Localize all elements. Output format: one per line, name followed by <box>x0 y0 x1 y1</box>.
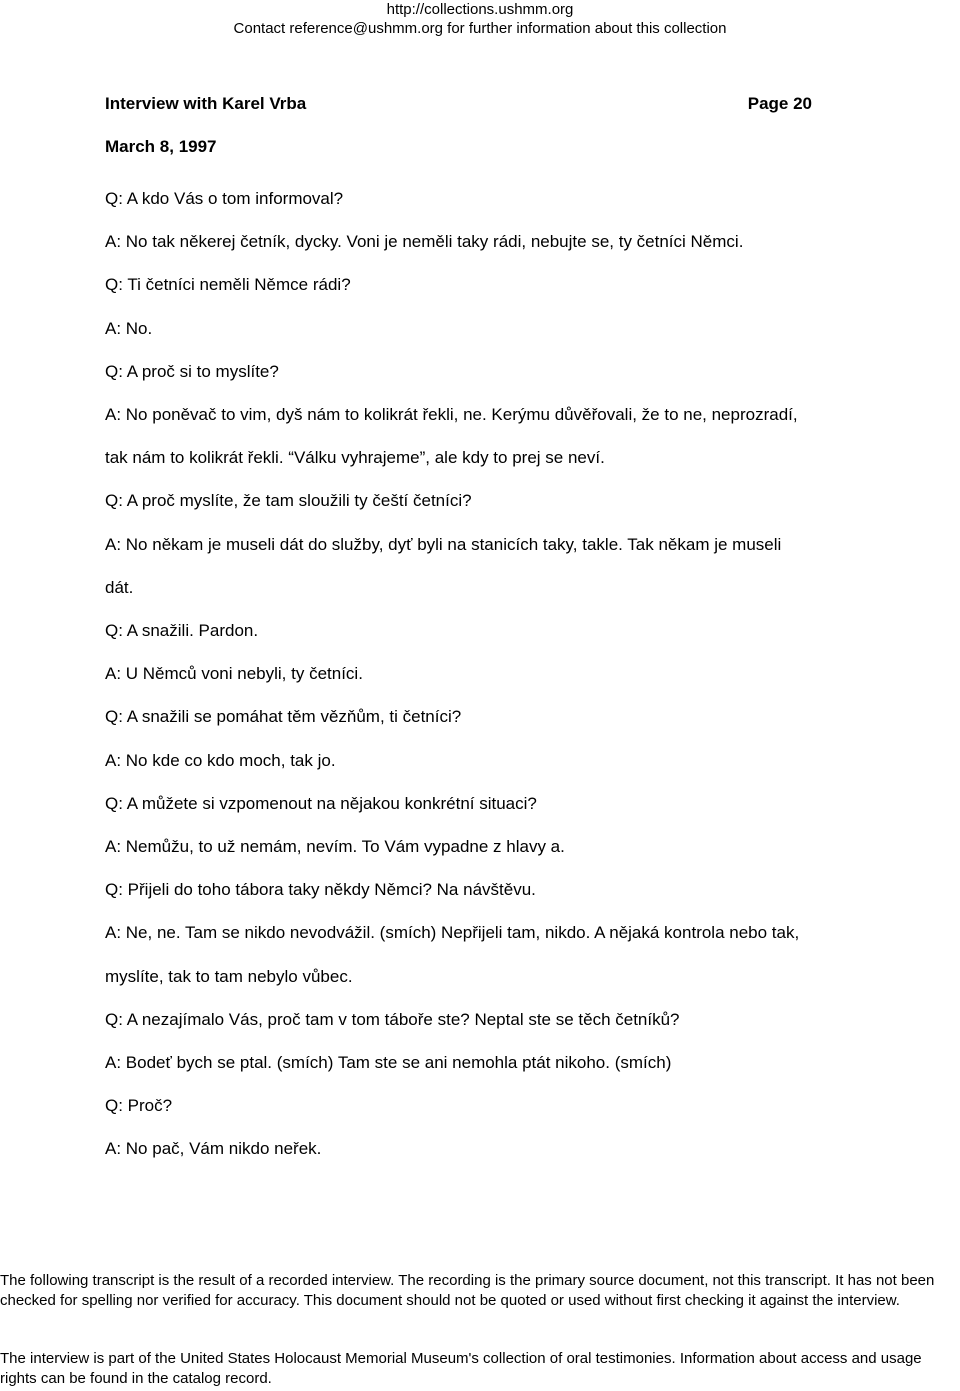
document-title: Interview with Karel Vrba <box>105 94 307 113</box>
collection-url: http://collections.ushmm.org <box>386 1 574 18</box>
transcript-line: A: Ne, ne. Tam se nikdo nevodvážil. (smích) Nepřijeli tam, nikdo. A nějaká kontrola nebo tak, <box>105 923 800 943</box>
transcript-line: Q: A proč myslíte, že tam sloužili ty čeští četníci? <box>105 491 472 511</box>
transcript-line: Q: Ti četníci neměli Němce rádi? <box>105 275 351 295</box>
transcript-line: Q: A snažili. Pardon. <box>105 621 259 641</box>
transcript-line: dát. <box>105 577 134 597</box>
transcript-line: A: No poněvač to vim, dyš nám to kolikrát řekli, ne. Kerýmu důvěřovali, že to ne, neprozradí, <box>105 405 798 425</box>
transcript-line: A: No někam je museli dát do služby, dyť byli na stanicích taky, takle. Tak někam je museli <box>105 534 782 554</box>
page-number: Page 20 <box>747 94 812 113</box>
transcript-body <box>105 177 885 1171</box>
transcript-line: Q: A snažili se pomáhat těm vězňům, ti četníci? <box>105 707 462 727</box>
disclaimer-footer: The following transcript is the result of a recorded interview. The recording is the primary source document, not this transcript. It has not been checked for spelling nor verified for accuracy. This document should not be quoted or used without first checking it against the interview. <box>0 1272 935 1309</box>
transcript-line: A: Nemůžu, to už nemám, nevím. To Vám vypadne z hlavy a. <box>105 837 565 857</box>
transcript-line: Q: A můžete si vzpomenout na nějakou konkrétní situaci? <box>105 793 537 813</box>
transcript-line: A: No pač, Vám nikdo neřek. <box>105 1139 322 1159</box>
contact-line: Contact reference@ushmm.org for further information about this collection <box>233 20 727 37</box>
transcript-line: Q: Proč? <box>105 1096 173 1116</box>
document-title-row <box>105 94 812 114</box>
transcript-line: myslíte, tak to tam nebylo vůbec. <box>105 966 353 986</box>
transcript-line: A: No tak někerej četník, dycky. Voni je neměli taky rádi, nebujte se, ty četníci Němci. <box>105 232 744 252</box>
collection-footer: The interview is part of the United States Holocaust Memorial Museum's collection of oral testimonies. Information about access and usage rights can be found in the catalog record. <box>0 1350 922 1387</box>
transcript-line: A: U Němců voni nebyli, ty četníci. <box>105 664 363 684</box>
transcript-line: A: No kde co kdo moch, tak jo. <box>105 750 336 770</box>
transcript-line: Q: Přijeli do toho tábora taky někdy Němci? Na návštěvu. <box>105 880 536 900</box>
page-header <box>0 0 960 38</box>
transcript-line: Q: A kdo Vás o tom informoval? <box>105 189 344 208</box>
transcript-line: A: Bodeť bych se ptal. (smích) Tam ste se ani nemohla ptát nikoho. (smích) <box>105 1053 672 1073</box>
transcript-line: tak nám to kolikrát řekli. “Válku vyhrajeme”, ale kdy to prej se neví. <box>105 448 605 468</box>
transcript-line: A: No. <box>105 318 153 338</box>
transcript-line: Q: A proč si to myslíte? <box>105 361 279 381</box>
transcript-line: Q: A nezajímalo Vás, proč tam v tom táboře ste? Neptal ste se těch četníků? <box>105 1009 680 1029</box>
interview-date: March 8, 1997 <box>105 137 217 156</box>
